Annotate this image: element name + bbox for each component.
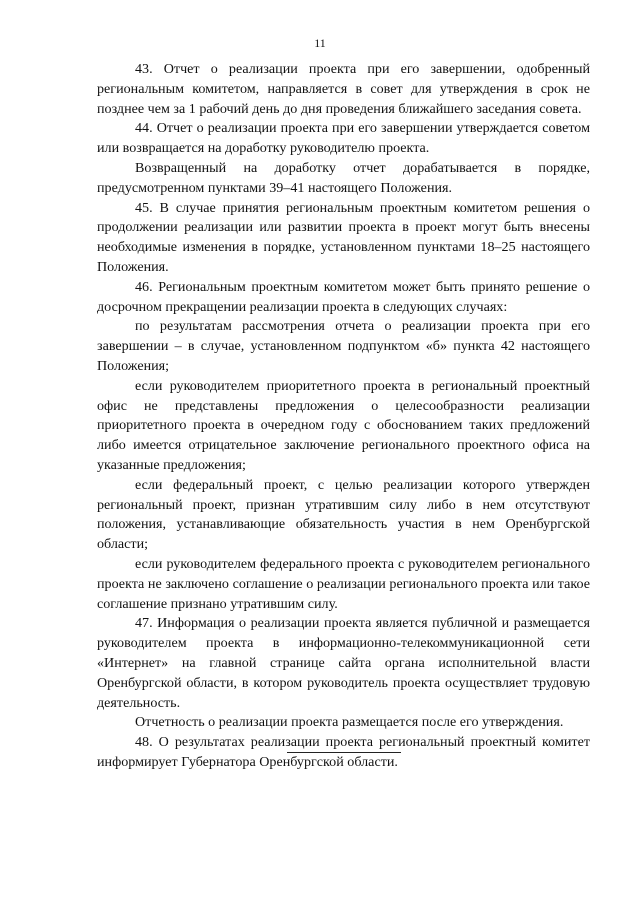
paragraph-46-case-federal-project: если федеральный проект, с целью реализации которого утвержден региональный проект, признан утратившим силу либо в нем отсутствуют положения, устанавливающие обязательность участия в нем Оренбургской области; [97, 476, 590, 553]
paragraph-47: 47. Информация о реализации проекта является публичной и размещается руководителем проекта в информационно-телекоммуникационной сети «Интернет» на главной странице сайта органа исполнительной власти Оренбургской области, в котором руководитель проекта осуществляет трудовую деятельность. [97, 615, 590, 711]
paragraph-48: 48. О результатах реализации проекта региональный проектный комитет информирует Губернатора Оренбургской области. [97, 734, 590, 770]
paragraph-43: 43. Отчет о реализации проекта при его завершении, одобренный региональным комитетом, направляется в совет для утверждения в срок не позднее чем за 1 рабочий день до дня проведения ближайшего заседания совета. [97, 61, 590, 117]
document-body [97, 60, 590, 773]
paragraph-45: 45. В случае принятия региональным проектным комитетом решения о продолжении реализации или развитии проекта в проект могут быть внесены необходимые изменения в порядке, установленном пунктами 18–25 настоящего Положения. [97, 199, 590, 275]
paragraph-46: 46. Региональным проектным комитетом может быть принято решение о досрочном прекращении реализации проекта в следующих случаях: [97, 278, 590, 315]
paragraph-46-case-report: по результатам рассмотрения отчета о реализации проекта при его завершении – в случае, установленном подпунктом «б» пункта 42 настоящего Положения; [97, 318, 590, 374]
paragraph-46-case-priority-project: если руководителем приоритетного проекта в региональный проектный офис не представлены предложения о целесообразности реализации приоритетного проекта в очередном году с обоснованием таких предложений либо имеется отрицательное заключение регионального проектного офиса на указанные предложения; [97, 377, 590, 473]
paragraph-44-returned-report: Возвращенный на доработку отчет дорабатывается в порядке, предусмотренном пунктами 39–41 настоящего Положения. [97, 159, 590, 196]
page-number: 11 [314, 36, 326, 50]
paragraph-46-case-agreement: если руководителем федерального проекта с руководителем регионального проекта не заключено соглашение о реализации регионального проекта или такое соглашение признано утратившим силу. [97, 555, 590, 612]
end-divider [287, 752, 401, 753]
paragraph-47-reporting: Отчетность о реализации проекта размещается после его утверждения. [135, 714, 564, 731]
paragraph-44: 44. Отчет о реализации проекта при его завершении утверждается советом или возвращается на доработку руководителю проекта. [97, 120, 590, 157]
